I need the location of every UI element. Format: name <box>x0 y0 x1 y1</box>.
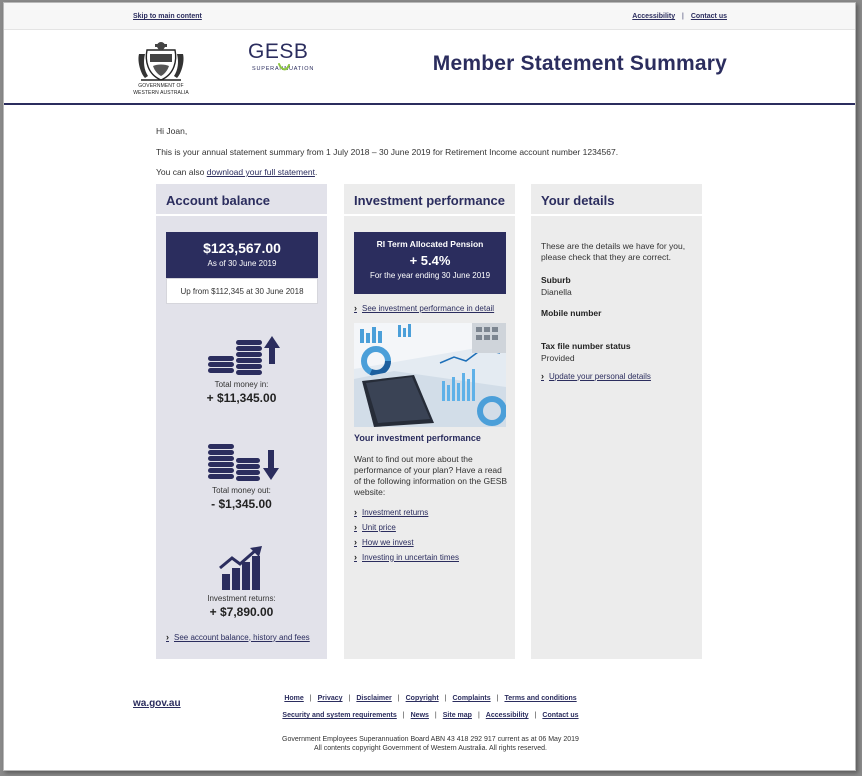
money-in-stat <box>156 334 327 405</box>
account-history-link[interactable] <box>166 632 310 642</box>
wa-crest-icon <box>135 40 187 82</box>
investing-uncertain-times-link[interactable] <box>354 552 459 562</box>
investment-performance-card <box>344 184 515 659</box>
unit-price-link[interactable] <box>354 522 459 532</box>
gesb-logo-subtext: SUPERANNUATION <box>252 66 315 72</box>
balance-summary <box>166 232 318 278</box>
chevron-right-icon: › <box>354 552 357 562</box>
utility-bar <box>4 3 855 30</box>
balance-amount: $123,567.00 <box>203 240 281 256</box>
unit-price-link-text: Unit price <box>362 522 396 532</box>
chevron-right-icon: › <box>354 303 357 313</box>
crest-text-line-1: GOVERNMENT OF <box>138 83 184 89</box>
chevron-right-icon: › <box>166 632 169 642</box>
money-in-label: Total money in: <box>214 380 269 389</box>
footer-links-row-2 <box>4 712 856 719</box>
gesb-swoosh-icon <box>278 62 290 72</box>
update-details-link[interactable] <box>541 371 651 381</box>
fund-return: + 5.4% <box>409 253 451 268</box>
download-statement-link[interactable]: download your full statement <box>206 167 315 177</box>
fund-name: RI Term Allocated Pension <box>376 239 484 249</box>
balance-change: Up from $112,345 at 30 June 2018 <box>166 278 318 304</box>
account-history-link-text: See account balance, history and fees <box>174 632 310 642</box>
gesb-logo-word: GESB <box>248 40 309 63</box>
coins-down-icon <box>202 440 282 482</box>
footer-security-link[interactable]: Security and system requirements <box>282 712 397 719</box>
investment-links <box>354 507 459 567</box>
money-in-value: + $11,345.00 <box>206 391 277 405</box>
site-header <box>4 30 855 105</box>
greeting-text: Hi Joan, <box>156 126 188 136</box>
money-out-label: Total money out: <box>212 486 271 495</box>
details-intro-text: These are the details we have for you, please check that they are correct. <box>541 241 686 262</box>
footer-copyright-link[interactable]: Copyright <box>405 695 439 702</box>
money-out-stat <box>156 440 327 511</box>
separator: | <box>402 712 405 719</box>
separator: | <box>434 712 437 719</box>
utility-links <box>632 13 727 20</box>
financial-charts-image <box>354 323 506 427</box>
investing-uncertain-times-link-text: Investing in uncertain times <box>362 552 459 562</box>
chevron-right-icon: › <box>354 522 357 532</box>
crest-text-line-2: WESTERN AUSTRALIA <box>133 90 189 96</box>
mobile-field <box>541 308 601 318</box>
suburb-field <box>541 275 572 297</box>
footer-contact-link[interactable]: Contact us <box>542 712 579 719</box>
footer-disclaimer-link[interactable]: Disclaimer <box>356 695 392 702</box>
separator: | <box>496 695 499 702</box>
separator: | <box>397 695 400 702</box>
fund-period: For the year ending 30 June 2019 <box>369 271 491 280</box>
mobile-label: Mobile number <box>541 308 602 318</box>
separator: | <box>682 13 684 20</box>
footer-links-row-1 <box>4 695 856 702</box>
chevron-right-icon: › <box>354 537 357 547</box>
footer-accessibility-link[interactable]: Accessibility <box>485 712 529 719</box>
how-we-invest-link-text: How we invest <box>362 537 414 547</box>
update-details-link-text: Update your personal details <box>549 371 651 381</box>
page-frame <box>3 2 856 771</box>
investment-detail-link-text: See investment performance in detail <box>362 303 495 313</box>
footer-rights-text: All contents copyright Government of Western Australia. All rights reserved. <box>314 745 547 752</box>
investment-body-text: Want to find out more about the performance of your plan? Have a read of the following information on the GESB website: <box>354 454 508 497</box>
investment-returns-link[interactable] <box>354 507 459 517</box>
tfn-value: Provided <box>541 353 575 363</box>
footer-complaints-link[interactable]: Complaints <box>452 695 491 702</box>
investment-returns-label: Investment returns: <box>207 594 276 603</box>
accessibility-link[interactable]: Accessibility <box>632 13 676 20</box>
footer-abn-text: Government Employees Superannuation Board ABN 43 418 292 917 current as at 06 May 2019 <box>282 736 579 743</box>
suburb-label: Suburb <box>541 275 571 285</box>
investment-returns-value: + $7,890.00 <box>209 605 274 619</box>
your-investment-heading: Your investment performance <box>354 433 481 443</box>
chevron-right-icon: › <box>354 507 357 517</box>
investment-photo <box>354 323 506 427</box>
investment-performance-title: Investment performance <box>344 184 515 216</box>
how-we-invest-link[interactable] <box>354 537 459 547</box>
tfn-label: Tax file number status <box>541 341 631 351</box>
chevron-right-icon: › <box>541 371 544 381</box>
separator: | <box>477 712 480 719</box>
download-prefix: You can also <box>156 167 207 177</box>
gesb-logo[interactable] <box>248 40 314 72</box>
footer-sitemap-link[interactable]: Site map <box>442 712 472 719</box>
investment-returns-stat <box>156 546 327 619</box>
investment-detail-link[interactable] <box>354 303 494 313</box>
account-balance-card <box>156 184 327 659</box>
account-balance-title: Account balance <box>156 184 327 216</box>
intro-section <box>156 126 618 188</box>
your-details-card <box>531 184 702 659</box>
footer-privacy-link[interactable]: Privacy <box>317 695 343 702</box>
separator: | <box>534 712 537 719</box>
footer-copyright <box>4 735 856 753</box>
performance-summary <box>354 232 506 294</box>
skip-to-content-link[interactable]: Skip to main content <box>133 13 202 20</box>
wa-gov-link[interactable]: wa.gov.au <box>133 698 181 709</box>
separator: | <box>309 695 312 702</box>
suburb-value: Dianella <box>541 287 572 297</box>
coins-up-icon <box>202 334 282 376</box>
money-out-value: - $1,345.00 <box>211 497 272 511</box>
tfn-field <box>541 341 631 363</box>
contact-link[interactable]: Contact us <box>690 13 727 20</box>
footer-terms-link[interactable]: Terms and conditions <box>504 695 577 702</box>
separator: | <box>444 695 447 702</box>
balance-date: As of 30 June 2019 <box>207 259 277 268</box>
footer-home-link[interactable]: Home <box>284 695 304 702</box>
footer-news-link[interactable]: News <box>410 712 429 719</box>
download-suffix: . <box>314 167 318 177</box>
wa-government-logo[interactable] <box>132 40 190 96</box>
investment-returns-link-text: Investment returns <box>362 507 429 517</box>
separator: | <box>348 695 351 702</box>
statement-text: This is your annual statement summary from 1 July 2018 – 30 June 2019 for Retirement Income account number 1234567. <box>156 146 619 157</box>
growth-chart-icon <box>212 546 272 590</box>
download-text <box>156 167 618 177</box>
your-details-title: Your details <box>531 184 702 216</box>
gesb-logo-text <box>248 40 314 64</box>
page-title: Member Statement Summary <box>432 52 727 75</box>
